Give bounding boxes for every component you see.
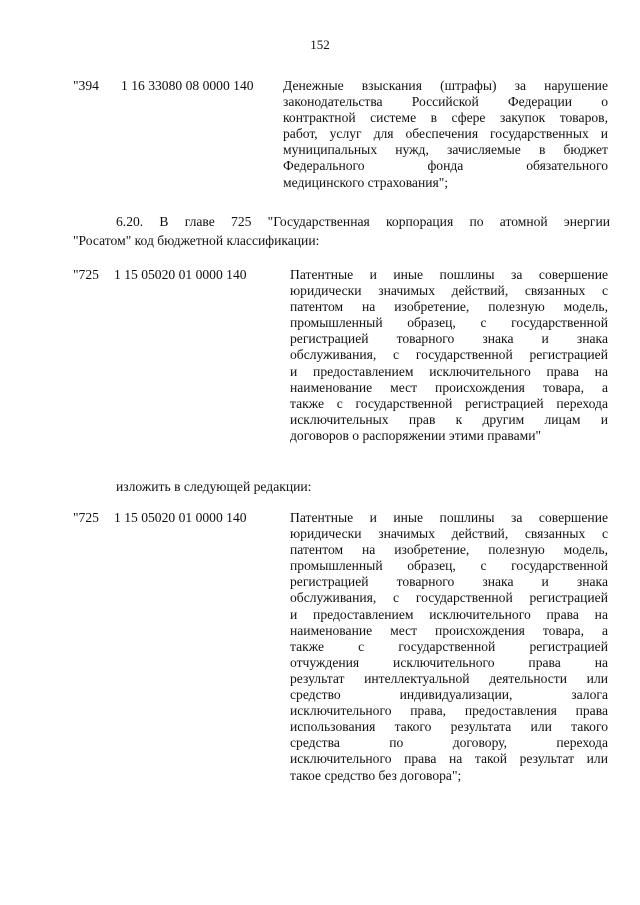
entry-line: патентом на изобретение, полезную модель, xyxy=(290,542,608,558)
entry-line: промышленный образец, с государственной xyxy=(290,558,608,574)
paragraph-restate: изложить в следующей редакции: xyxy=(116,479,312,494)
entry-line: результат интеллектуальной деятельности или xyxy=(290,670,608,686)
entry-line: регистрацией товарного знака и знака xyxy=(290,331,608,347)
entry-line: медицинского страхования"; xyxy=(283,174,449,190)
entry-code: "725 xyxy=(73,510,99,525)
entry-kbk: 1 15 05020 01 0000 140 xyxy=(114,267,247,282)
entry-description xyxy=(290,267,608,444)
entry-line: контрактной системе в сфере закупок товаров, xyxy=(283,110,608,126)
entry-line: исключительного права на такой результат или xyxy=(290,751,608,767)
entry-code: "394 xyxy=(73,78,99,93)
paragraph-line: 6.20. В главе 725 "Государственная корпорация по атомной энергии xyxy=(116,214,610,229)
entry-line: регистрацией товарного знака и знака xyxy=(290,574,608,590)
entry-code: "725 xyxy=(73,267,99,282)
entry-line: Денежные взыскания (штрафы) за нарушение xyxy=(283,78,608,93)
entry-line: исключительного права, предоставления права xyxy=(290,703,608,719)
entry-line: исключительных прав к другим лицам и xyxy=(290,411,608,427)
entry-line: наименование мест происхождения товара, а xyxy=(290,622,608,638)
entry-line: также с государственной регистрацией xyxy=(290,638,608,654)
entry-line: также с государственной регистрацией перехода xyxy=(290,395,608,411)
entry-line: обслуживания, с государственной регистрацией xyxy=(290,347,608,363)
entry-line: отчуждения исключительного права на xyxy=(290,654,608,670)
entry-line: работ, услуг для обеспечения государственных и xyxy=(283,126,608,142)
entry-line: юридически значимых действий, связанных с xyxy=(290,526,608,542)
entry-line: Федерального фонда обязательного xyxy=(283,158,608,174)
entry-line: такое средство без договора"; xyxy=(290,767,462,783)
entry-kbk: 1 15 05020 01 0000 140 xyxy=(114,510,247,525)
entry-line: обслуживания, с государственной регистрацией xyxy=(290,590,608,606)
entry-line: муниципальных нужд, зачисляемые в бюджет xyxy=(283,142,608,158)
entry-line: Патентные и иные пошлины за совершение xyxy=(290,267,608,282)
entry-line: Патентные и иные пошлины за совершение xyxy=(290,510,608,525)
entry-line: договоров о распоряжении этими правами" xyxy=(290,427,542,443)
entry-line: средства по договору, перехода xyxy=(290,735,608,751)
paragraph-line: "Росатом" код бюджетной классификации: xyxy=(73,233,320,248)
entry-description xyxy=(283,78,608,191)
page-number: 152 xyxy=(310,37,330,52)
entry-line: патентом на изобретение, полезную модель, xyxy=(290,299,608,315)
entry-kbk: 1 16 33080 08 0000 140 xyxy=(121,78,254,93)
entry-line: средство индивидуализации, залога xyxy=(290,687,608,703)
entry-description xyxy=(290,510,608,784)
paragraph-6-20 xyxy=(73,212,610,250)
entry-line: наименование мест происхождения товара, а xyxy=(290,379,608,395)
entry-line: и предоставлением исключительного права на xyxy=(290,606,608,622)
entry-line: и предоставлением исключительного права на xyxy=(290,363,608,379)
entry-line: промышленный образец, с государственной xyxy=(290,315,608,331)
entry-line: юридически значимых действий, связанных с xyxy=(290,283,608,299)
entry-line: использования такого результата или такого xyxy=(290,719,608,735)
entry-line: законодательства Российской Федерации о xyxy=(283,94,608,110)
